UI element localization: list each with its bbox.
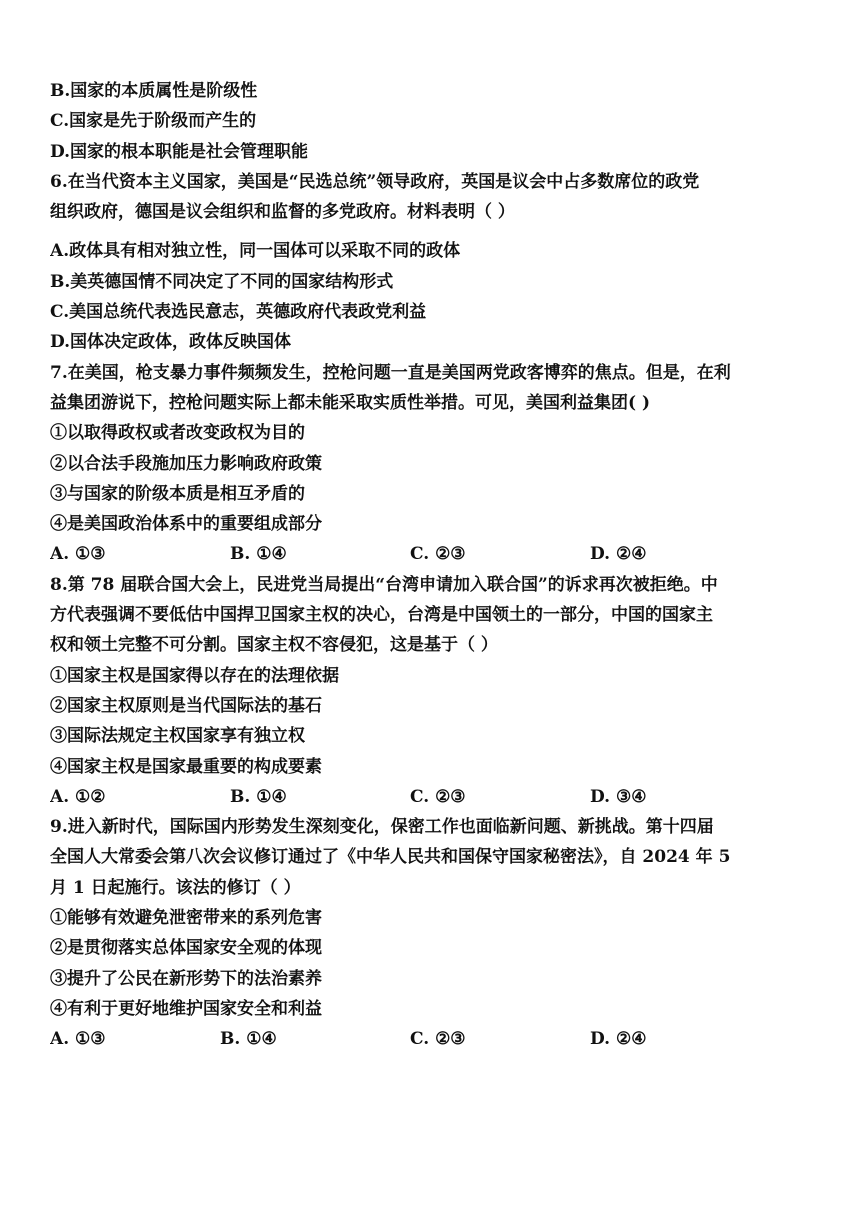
q9-item-2: ②是贯彻落实总体国家安全观的体现 (50, 938, 322, 959)
q8-stem-line-3: 权和领土完整不可分割。国家主权不容侵犯，这是基于（ ） (50, 635, 498, 656)
q6-stem-line-2: 组织政府，德国是议会组织和监督的多党政府。材料表明（ ） (50, 202, 515, 223)
q8-answer-b: B. ①④ (230, 786, 287, 807)
q8-answer-a: A. ①② (50, 786, 106, 807)
q5-option-b: B.国家的本质属性是阶级性 (50, 81, 258, 101)
q8-answer-d: D. ③④ (590, 786, 647, 807)
q8-item-2: ②国家主权原则是当代国际法的基石 (50, 695, 322, 716)
exam-page (50, 76, 810, 1055)
q9-answer-b: B. ①④ (220, 1029, 277, 1050)
q9-answer-options (50, 1024, 810, 1054)
q7-stem-line-2: 益集团游说下，控枪问题实际上都未能采取实质性举措。可见，美国利益集团( ) (50, 392, 651, 413)
q7-answer-options (50, 539, 810, 569)
q7-answer-b: B. ①④ (230, 544, 287, 565)
q8-item-4: ④国家主权是国家最重要的构成要素 (50, 756, 322, 777)
q9-answer-d: D. ②④ (590, 1029, 647, 1050)
q7-item-2: ②以合法手段施加压力影响政府政策 (50, 453, 322, 474)
q6-option-c: C.美国总统代表选民意志，英德政府代表政党利益 (50, 302, 427, 323)
q6-stem-line-1: 6.在当代资本主义国家，美国是“民选总统”领导政府，英国是议会中占多数席位的政党 (50, 171, 700, 192)
q8-answer-c: C. ②③ (410, 786, 466, 807)
q7-answer-d: D. ②④ (590, 544, 647, 565)
q7-item-1: ①以取得政权或者改变政权为目的 (50, 423, 305, 444)
q8-item-3: ③国际法规定主权国家享有独立权 (50, 726, 305, 747)
q7-item-4: ④是美国政治体系中的重要组成部分 (50, 514, 322, 535)
q5-option-d: D.国家的根本职能是社会管理职能 (50, 141, 309, 162)
q8-answer-options (50, 782, 810, 812)
q8-item-1: ①国家主权是国家得以存在的法理依据 (50, 665, 339, 686)
q7-answer-c: C. ②③ (410, 544, 466, 565)
q9-stem-line-1: 9.进入新时代，国际国内形势发生深刻变化，保密工作也面临新问题、新挑战。第十四届 (50, 817, 714, 838)
q7-answer-a: A. ①③ (50, 544, 106, 565)
q6-option-a: A.政体具有相对独立性，同一国体可以采取不同的政体 (50, 241, 461, 262)
q9-answer-c: C. ②③ (410, 1029, 466, 1050)
q5-option-c: C.国家是先于阶级而产生的 (50, 111, 257, 132)
q8-stem-line-1: 8.第 78 届联合国大会上，民进党当局提出“台湾申请加入联合国”的诉求再次被拒绝。中 (50, 574, 718, 595)
q6-option-d: D.国体决定政体，政体反映国体 (50, 332, 292, 353)
q6-option-b: B.美英德国情不同决定了不同的国家结构形式 (50, 271, 394, 292)
q7-stem-line-1: 7.在美国，枪支暴力事件频频发生，控枪问题一直是美国两党政客博弈的焦点。但是，在利 (50, 362, 731, 383)
q7-item-3: ③与国家的阶级本质是相互矛盾的 (50, 483, 305, 504)
q8-stem-line-2: 方代表强调不要低估中国捍卫国家主权的决心，台湾是中国领土的一部分，中国的国家主 (50, 605, 713, 626)
q9-stem-line-3: 月 1 日起施行。该法的修订（ ） (50, 877, 301, 898)
q9-answer-a: A. ①③ (50, 1029, 106, 1050)
q9-item-1: ①能够有效避免泄密带来的系列危害 (50, 908, 322, 929)
q9-item-4: ④有利于更好地维护国家安全和利益 (50, 998, 322, 1019)
q9-item-3: ③提升了公民在新形势下的法治素养 (50, 968, 322, 989)
q9-stem-line-2: 全国人大常委会第八次会议修订通过了《中华人民共和国保守国家秘密法》，自 2024 年 5 (50, 847, 731, 868)
